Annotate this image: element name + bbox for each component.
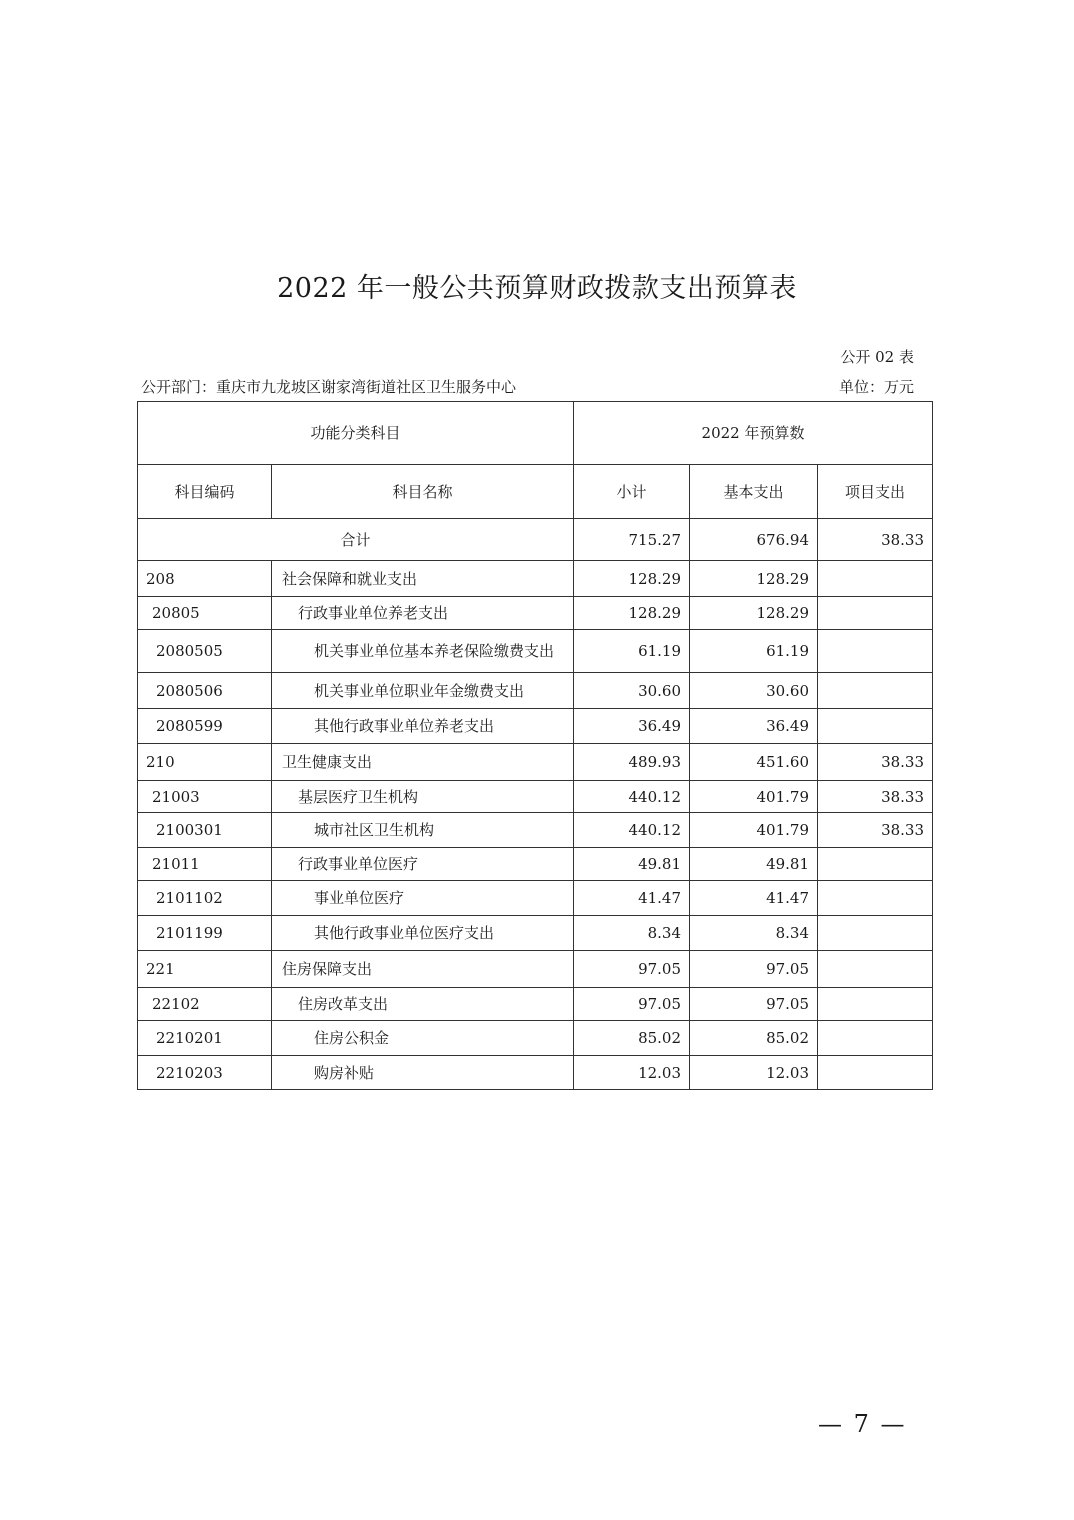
table-row bbox=[138, 561, 933, 597]
header-project: 项目支出 bbox=[818, 465, 933, 519]
row-project bbox=[818, 916, 933, 951]
row-project: 38.33 bbox=[818, 813, 933, 848]
table-row bbox=[138, 781, 933, 813]
row-code: 2101199 bbox=[138, 916, 272, 951]
row-basic: 451.60 bbox=[690, 744, 818, 781]
row-basic: 41.47 bbox=[690, 881, 818, 916]
table-row bbox=[138, 881, 933, 916]
row-code: 2080599 bbox=[138, 709, 272, 744]
row-basic: 401.79 bbox=[690, 813, 818, 848]
table-row bbox=[138, 951, 933, 988]
row-code: 2100301 bbox=[138, 813, 272, 848]
row-subtotal: 12.03 bbox=[574, 1056, 690, 1090]
row-code: 2080505 bbox=[138, 630, 272, 673]
row-basic: 36.49 bbox=[690, 709, 818, 744]
row-name: 社会保障和就业支出 bbox=[272, 561, 574, 597]
row-basic: 49.81 bbox=[690, 848, 818, 881]
row-code: 20805 bbox=[138, 597, 272, 630]
row-name: 卫生健康支出 bbox=[272, 744, 574, 781]
row-name: 住房保障支出 bbox=[272, 951, 574, 988]
row-code: 208 bbox=[138, 561, 272, 597]
row-project bbox=[818, 1021, 933, 1056]
table-row bbox=[138, 630, 933, 673]
row-basic: 128.29 bbox=[690, 561, 818, 597]
total-subtotal: 715.27 bbox=[574, 519, 690, 561]
row-code: 2210201 bbox=[138, 1021, 272, 1056]
row-basic: 61.19 bbox=[690, 630, 818, 673]
row-code: 2210203 bbox=[138, 1056, 272, 1090]
row-name: 其他行政事业单位养老支出 bbox=[272, 709, 574, 744]
row-basic: 128.29 bbox=[690, 597, 818, 630]
form-number: 公开 02 表 bbox=[840, 348, 914, 366]
row-basic: 97.05 bbox=[690, 988, 818, 1021]
total-basic: 676.94 bbox=[690, 519, 818, 561]
row-subtotal: 489.93 bbox=[574, 744, 690, 781]
row-basic: 30.60 bbox=[690, 673, 818, 709]
row-subtotal: 440.12 bbox=[574, 813, 690, 848]
page-number: — 7 — bbox=[818, 1410, 907, 1438]
row-project bbox=[818, 848, 933, 881]
row-basic: 401.79 bbox=[690, 781, 818, 813]
row-subtotal: 85.02 bbox=[574, 1021, 690, 1056]
row-name: 行政事业单位养老支出 bbox=[272, 597, 574, 630]
row-project bbox=[818, 630, 933, 673]
table-row bbox=[138, 813, 933, 848]
row-subtotal: 36.49 bbox=[574, 709, 690, 744]
row-code: 21003 bbox=[138, 781, 272, 813]
row-subtotal: 128.29 bbox=[574, 561, 690, 597]
row-code: 2101102 bbox=[138, 881, 272, 916]
row-code: 22102 bbox=[138, 988, 272, 1021]
row-project bbox=[818, 881, 933, 916]
table-row bbox=[138, 597, 933, 630]
table-row bbox=[138, 848, 933, 881]
row-project bbox=[818, 673, 933, 709]
row-project bbox=[818, 709, 933, 744]
row-name: 基层医疗卫生机构 bbox=[272, 781, 574, 813]
row-code: 221 bbox=[138, 951, 272, 988]
header-group-row bbox=[138, 402, 933, 465]
header-columns-row bbox=[138, 465, 933, 519]
row-subtotal: 97.05 bbox=[574, 988, 690, 1021]
budget-table bbox=[137, 401, 933, 1090]
row-project bbox=[818, 1056, 933, 1090]
row-basic: 8.34 bbox=[690, 916, 818, 951]
row-name: 城市社区卫生机构 bbox=[272, 813, 574, 848]
row-subtotal: 41.47 bbox=[574, 881, 690, 916]
table-row bbox=[138, 1056, 933, 1090]
row-subtotal: 8.34 bbox=[574, 916, 690, 951]
row-project bbox=[818, 597, 933, 630]
row-subtotal: 128.29 bbox=[574, 597, 690, 630]
row-code: 21011 bbox=[138, 848, 272, 881]
header-budget-2022: 2022 年预算数 bbox=[574, 402, 933, 465]
row-name: 机关事业单位基本养老保险缴费支出 bbox=[272, 630, 574, 673]
row-name: 住房改革支出 bbox=[272, 988, 574, 1021]
total-label: 合计 bbox=[138, 519, 574, 561]
row-subtotal: 61.19 bbox=[574, 630, 690, 673]
row-project: 38.33 bbox=[818, 781, 933, 813]
row-project: 38.33 bbox=[818, 744, 933, 781]
row-basic: 97.05 bbox=[690, 951, 818, 988]
page-title: 2022 年一般公共预算财政拨款支出预算表 bbox=[277, 273, 797, 304]
total-row bbox=[138, 519, 933, 561]
row-subtotal: 440.12 bbox=[574, 781, 690, 813]
table-row bbox=[138, 916, 933, 951]
table-row bbox=[138, 744, 933, 781]
row-code: 210 bbox=[138, 744, 272, 781]
header-basic: 基本支出 bbox=[690, 465, 818, 519]
unit-label: 单位：万元 bbox=[838, 378, 914, 396]
row-name: 行政事业单位医疗 bbox=[272, 848, 574, 881]
table-row bbox=[138, 673, 933, 709]
row-project bbox=[818, 561, 933, 597]
table-row bbox=[138, 1021, 933, 1056]
row-project bbox=[818, 951, 933, 988]
row-basic: 85.02 bbox=[690, 1021, 818, 1056]
row-subtotal: 97.05 bbox=[574, 951, 690, 988]
row-basic: 12.03 bbox=[690, 1056, 818, 1090]
row-name: 事业单位医疗 bbox=[272, 881, 574, 916]
table-row bbox=[138, 709, 933, 744]
header-subtotal: 小计 bbox=[574, 465, 690, 519]
header-name: 科目名称 bbox=[272, 465, 574, 519]
row-subtotal: 30.60 bbox=[574, 673, 690, 709]
row-name: 其他行政事业单位医疗支出 bbox=[272, 916, 574, 951]
row-code: 2080506 bbox=[138, 673, 272, 709]
header-functional-classification: 功能分类科目 bbox=[138, 402, 574, 465]
total-project: 38.33 bbox=[818, 519, 933, 561]
table-row bbox=[138, 988, 933, 1021]
row-subtotal: 49.81 bbox=[574, 848, 690, 881]
row-name: 住房公积金 bbox=[272, 1021, 574, 1056]
header-code: 科目编码 bbox=[138, 465, 272, 519]
row-project bbox=[818, 988, 933, 1021]
department-label: 公开部门：重庆市九龙坡区谢家湾街道社区卫生服务中心 bbox=[141, 378, 517, 396]
row-name: 机关事业单位职业年金缴费支出 bbox=[272, 673, 574, 709]
row-name: 购房补贴 bbox=[272, 1056, 574, 1090]
